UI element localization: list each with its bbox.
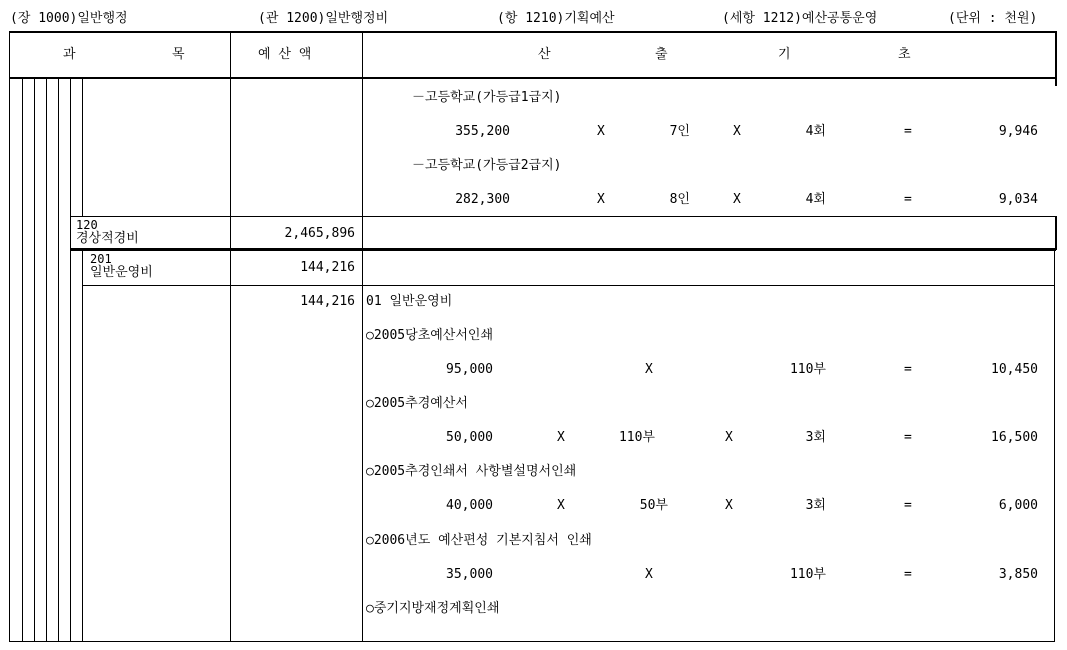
item1-x2: X (733, 124, 741, 139)
item1-total: 9,946 (998, 124, 1038, 139)
detail-item-label: ○중기지방재정계획인쇄 (366, 601, 500, 616)
detail-item-unit-price: 95,000 (446, 362, 493, 377)
detail-item-x: X (645, 362, 653, 377)
detail-item-qty: 110부 (789, 362, 826, 377)
item2-label: －고등학교(가등급2급지) (412, 158, 562, 173)
detail-item-total: 3,850 (998, 567, 1038, 582)
detail-item-qty: 110부 (789, 567, 826, 582)
detail-item-label: ○2006년도 예산편성 기본지침서 인쇄 (366, 533, 592, 548)
item1-times: 4회 (805, 124, 826, 139)
detail-item-total: 6,000 (998, 498, 1038, 513)
item1-x1: X (597, 124, 605, 139)
item2-times: 4회 (805, 192, 826, 207)
item1-label: －고등학교(가등급1급지) (412, 90, 562, 105)
detail-item-x2: X (725, 498, 733, 513)
detail-item-unit-price: 50,000 (446, 430, 493, 445)
col-gwa: 과 (63, 47, 76, 62)
item1-qty: 7인 (669, 124, 690, 139)
col-gi: 기 (778, 47, 791, 62)
detail-item-qty: 110부 (618, 430, 655, 445)
section120-amount: 2,465,896 (284, 226, 355, 241)
detail-item-x2: X (725, 430, 733, 445)
section120-code: 120 (76, 218, 98, 232)
detail-item-x: X (557, 498, 565, 513)
section120-name: 경상적경비 (76, 231, 139, 246)
detail-amount: 144,216 (300, 294, 355, 309)
header-hang: (항 1210)기획예산 (497, 11, 615, 26)
detail-item-label: ○2005당초예산서인쇄 (366, 328, 494, 343)
item1-eq: = (904, 124, 912, 139)
detail-item-label: ○2005추경인쇄서 사항별설명서인쇄 (366, 464, 577, 479)
header-gwan: (관 1200)일반행정비 (258, 11, 389, 26)
detail-item-unit-price: 40,000 (446, 498, 493, 513)
section201-amount: 144,216 (300, 260, 355, 275)
item2-total: 9,034 (998, 192, 1038, 207)
section201-name: 일반운영비 (90, 265, 153, 280)
header-unit: (단위 : 천원) (948, 11, 1038, 26)
detail-item-total: 10,450 (991, 362, 1038, 377)
detail-item-eq: = (904, 498, 912, 513)
col-cho: 초 (898, 47, 911, 62)
item2-unit-price: 282,300 (455, 192, 510, 207)
section201-code: 201 (90, 252, 112, 266)
detail-item-eq: = (904, 362, 912, 377)
header-jang: (장 1000)일반행정 (10, 11, 128, 26)
detail-item-x: X (557, 430, 565, 445)
detail-item-times: 3회 (805, 430, 826, 445)
item2-x1: X (597, 192, 605, 207)
header-sehang: (세항 1212)예산공통운영 (722, 11, 878, 26)
detail-item-label: ○2005추경예산서 (366, 396, 468, 411)
detail-item-total: 16,500 (991, 430, 1038, 445)
detail-item-times: 3회 (805, 498, 826, 513)
detail-item-unit-price: 35,000 (446, 567, 493, 582)
detail-item-eq: = (904, 567, 912, 582)
detail-title: 01 일반운영비 (366, 294, 453, 309)
item2-x2: X (733, 192, 741, 207)
item2-eq: = (904, 192, 912, 207)
item2-qty: 8인 (669, 192, 690, 207)
col-budget: 예 산 액 (258, 47, 312, 62)
detail-item-eq: = (904, 430, 912, 445)
detail-item-x: X (645, 567, 653, 582)
detail-item-qty: 50부 (639, 498, 668, 513)
item1-unit-price: 355,200 (455, 124, 510, 139)
col-chul: 출 (655, 47, 668, 62)
col-mok: 목 (172, 47, 185, 62)
col-san: 산 (538, 47, 551, 62)
